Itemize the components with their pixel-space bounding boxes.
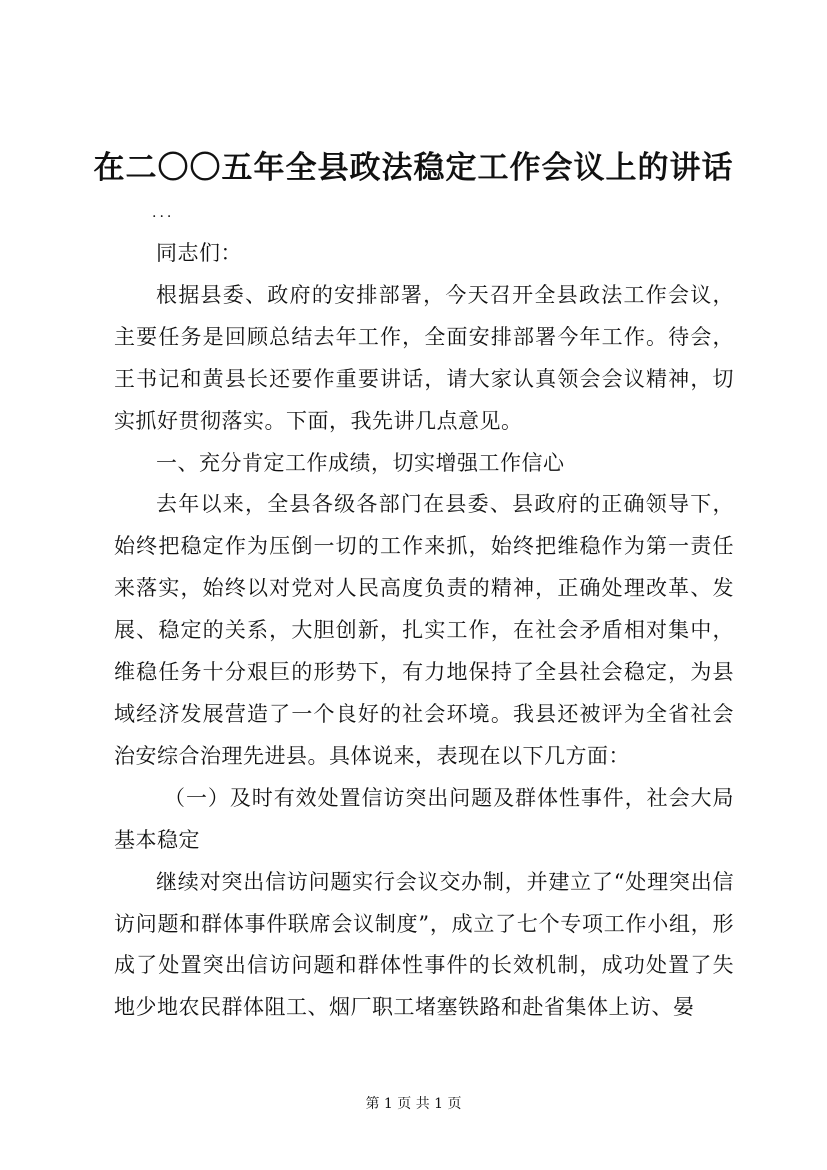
section-heading-1: 一、充分肯定工作成绩，切实增强工作信心 (156, 450, 565, 475)
salutation: 同志们： (156, 241, 242, 265)
paragraph-intro: 根据县委、政府的安排部署，今天召开全县政法工作会议，主要任务是回顾总结去年工作，全面安排部署今年工作。待会，王书记和黄县长还要作重要讲话，请大家认真领会会议精神，切实抓好贯彻落实。下面，我先讲几点意见。 (114, 282, 734, 433)
paragraph-achievements: 去年以来，全县各级各部门在县委、县政府的正确领导下，始终把稳定作为压倒一切的工作来抓，始终把维稳作为第一责任来落实，始终以对党对人民高度负责的精神，正确处理改革、发展、稳定的关系，大胆创新，扎实工作，在社会矛盾相对集中，维稳任务十分艰巨的形势下，有力地保持了全县社会稳定，为县域经济发展营造了一个良好的社会环境。我县还被评为全省社会治安综合治理先进县。具体说来，表现在以下几方面： (114, 492, 734, 768)
subsection-heading-1: （一）及时有效处置信访突出问题及群体性事件，社会大局基本稳定 (114, 785, 734, 852)
ellipsis-marker: ... (152, 205, 175, 221)
paragraph-petitions: 继续对突出信访问题实行会议交办制，并建立了“处理突出信访问题和群体事件联席会议制度”，成立了七个专项工作小组，形成了处置突出信访问题和群体性事件的长效机制，成功处置了失地少地农民群体阻工、烟厂职工堵塞铁路和赴省集体上访、晏 (114, 869, 734, 1020)
document-body (114, 233, 734, 1029)
document-title: 在二〇〇五年全县政法稳定工作会议上的讲话 (93, 150, 734, 186)
page-footer: 第 1 页 共 1 页 (365, 1096, 462, 1112)
